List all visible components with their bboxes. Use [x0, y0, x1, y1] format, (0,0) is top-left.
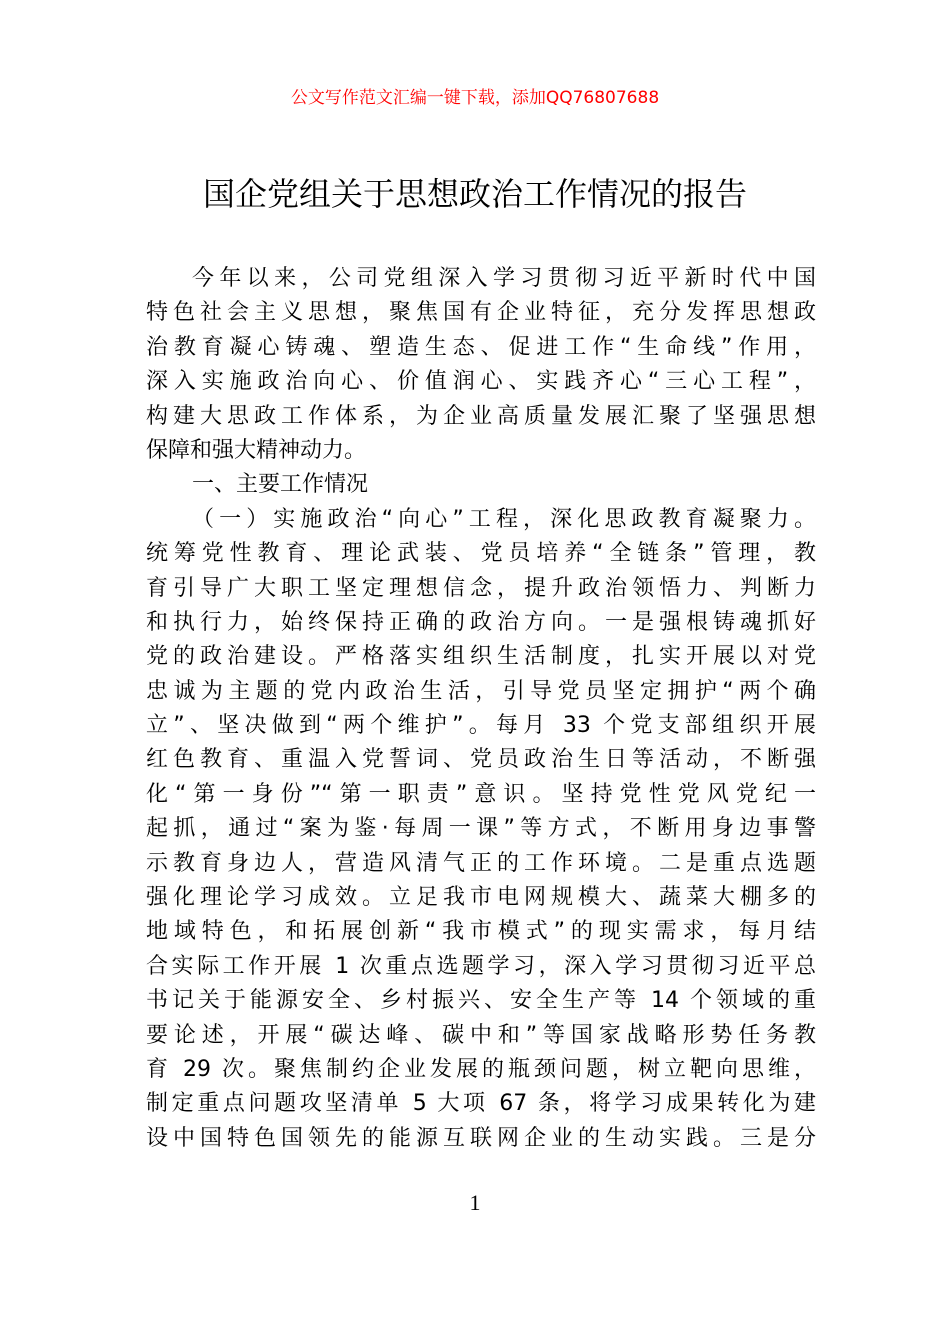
- subsection-heading: （一）实施政治“向心”工程，深化思政教育凝聚力。: [192, 506, 816, 532]
- body-line: 育引导广大职工坚定理想信念，提升政治领悟力、判断力: [146, 575, 816, 601]
- body-line: 设中国特色国领先的能源互联网企业的生动实践。三是分: [146, 1125, 816, 1151]
- body-line: 保障和强大精神动力。: [146, 437, 367, 463]
- body-line: 深入实施政治向心、价值润心、实践齐心“三心工程”，: [146, 369, 816, 395]
- body-line: 统筹党性教育、理论武装、党员培养“全链条”管理，教: [146, 541, 816, 567]
- document-title: 国企党组关于思想政治工作情况的报告: [202, 175, 747, 213]
- body-line: 党的政治建设。严格落实组织生活制度，扎实开展以对党: [146, 644, 816, 670]
- body-line: 强化理论学习成效。立足我市电网规模大、蔬菜大棚多的: [146, 885, 816, 911]
- body-line: 书记关于能源安全、乡村振兴、安全生产等 14 个领域的重: [146, 988, 816, 1014]
- body-line: 忠诚为主题的党内政治生活，引导党员坚定拥护“两个确: [146, 678, 816, 704]
- body-line: 示教育身边人，营造风清气正的工作环境。二是重点选题: [146, 850, 816, 876]
- body-line: 化“第一身份”“第一职责”意识。坚持党性党风党纪一: [146, 781, 816, 807]
- body-line: 构建大思政工作体系，为企业高质量发展汇聚了坚强思想: [146, 403, 816, 429]
- body-line: 特色社会主义思想，聚焦国有企业特征，充分发挥思想政: [146, 300, 816, 326]
- section-heading: 一、主要工作情况: [192, 472, 369, 498]
- body-line: 和执行力，始终保持正确的政治方向。一是强根铸魂抓好: [146, 609, 816, 635]
- download-notice: 公文写作范文汇编一键下载，添加QQ76807688: [290, 88, 660, 108]
- body-line: 地域特色，和拓展创新“我市模式”的现实需求，每月结: [146, 919, 816, 945]
- body-line: 立”、坚决做到“两个维护”。每月 33 个党支部组织开展: [146, 713, 816, 739]
- page-number: 1: [469, 1190, 481, 1215]
- body-line: 制定重点问题攻坚清单 5 大项 67 条，将学习成果转化为建: [146, 1091, 816, 1117]
- body-line: 红色教育、重温入党誓词、党员政治生日等活动，不断强: [146, 747, 816, 773]
- document-body: [146, 262, 816, 1156]
- body-line: 育 29 次。聚焦制约企业发展的瓶颈问题，树立靶向思维，: [146, 1056, 816, 1082]
- body-line: 起抓，通过“案为鉴·每周一课”等方式，不断用身边事警: [146, 816, 816, 842]
- body-line: 今年以来，公司党组深入学习贯彻习近平新时代中国: [192, 266, 816, 291]
- body-line: 治教育凝心铸魂、塑造生态、促进工作“生命线”作用，: [146, 334, 816, 360]
- body-line: 合实际工作开展 1 次重点选题学习，深入学习贯彻习近平总: [146, 953, 816, 979]
- body-line: 要论述，开展“碳达峰、碳中和”等国家战略形势任务教: [146, 1022, 816, 1048]
